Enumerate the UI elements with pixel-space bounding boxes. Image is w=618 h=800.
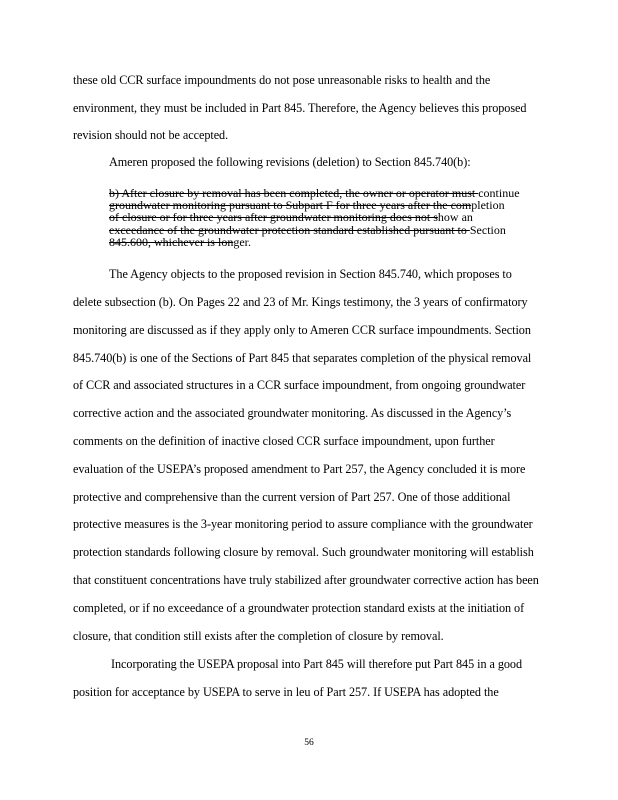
body-text-line: comments on the definition of inactive closed CCR surface impoundment, upon further bbox=[73, 434, 495, 448]
deleted-text: exceedance of the groundwater protection standard established pursuant to bbox=[109, 223, 470, 237]
body-text-line: protective and comprehensive than the current version of Part 257. One of those additional bbox=[73, 490, 511, 504]
body-text-line: Ameren proposed the following revisions (deletion) to Section 845.740(b): bbox=[109, 155, 471, 169]
body-text-line: 845.740(b) is one of the Sections of Part 845 that separates completion of the physical removal bbox=[73, 351, 532, 365]
retained-text: ger. bbox=[233, 235, 251, 249]
body-text-line: completed, or if no exceedance of a groundwater protection standard exists at the initiation of bbox=[73, 601, 525, 615]
body-text-line: Incorporating the USEPA proposal into Part 845 will therefore put Part 845 in a good bbox=[111, 657, 523, 671]
body-text-line: of CCR and associated structures in a CCR surface impoundment, from ongoing groundwater bbox=[73, 378, 526, 392]
body-text-line: position for acceptance by USEPA to serve in leu of Part 257. If USEPA has adopted the bbox=[73, 685, 499, 699]
retained-text: how an bbox=[437, 210, 473, 224]
retained-text: Section bbox=[469, 223, 506, 237]
body-text-line: delete subsection (b). On Pages 22 and 23 of Mr. Kings testimony, the 3 years of confirmatory bbox=[73, 295, 528, 309]
deleted-text: of closure or for three years after groundwater monitoring does not s bbox=[109, 210, 438, 224]
deleted-text: 845.600, whichever is lon bbox=[109, 235, 234, 249]
retained-text: continue bbox=[478, 186, 520, 200]
body-text-line: monitoring are discussed as if they apply only to Ameren CCR surface impoundments. Section bbox=[73, 323, 531, 337]
body-text-line: these old CCR surface impoundments do not pose unreasonable risks to health and the bbox=[73, 73, 491, 87]
body-text-line: that constituent concentrations have truly stabilized after groundwater corrective action has been bbox=[73, 573, 539, 587]
retained-text: pletion bbox=[471, 198, 505, 212]
amendment-line bbox=[109, 236, 251, 248]
amendment-line bbox=[109, 211, 473, 223]
body-text-line: environment, they must be included in Part 845. Therefore, the Agency believes this proposed bbox=[73, 101, 527, 115]
page-number: 56 bbox=[304, 738, 314, 748]
deleted-text: b) After closure by removal has been completed, the owner or operator must bbox=[109, 186, 479, 200]
body-text-line: protective measures is the 3-year monitoring period to assure compliance with the groundwater bbox=[73, 517, 533, 531]
body-text-line: evaluation of the USEPA’s proposed amendment to Part 257, the Agency concluded it is more bbox=[73, 462, 526, 476]
body-text-line: corrective action and the associated groundwater monitoring. As discussed in the Agency’s bbox=[73, 406, 512, 420]
deleted-text: groundwater monitoring pursuant to Subpart F for three years after the com bbox=[109, 198, 472, 212]
body-text-line: protection standards following closure by removal. Such groundwater monitoring will establish bbox=[73, 545, 534, 559]
body-text-line: The Agency objects to the proposed revision in Section 845.740, which proposes to bbox=[109, 267, 512, 281]
body-text-line: closure, that condition still exists after the completion of closure by removal. bbox=[73, 629, 444, 643]
body-text-line: revision should not be accepted. bbox=[73, 128, 229, 142]
